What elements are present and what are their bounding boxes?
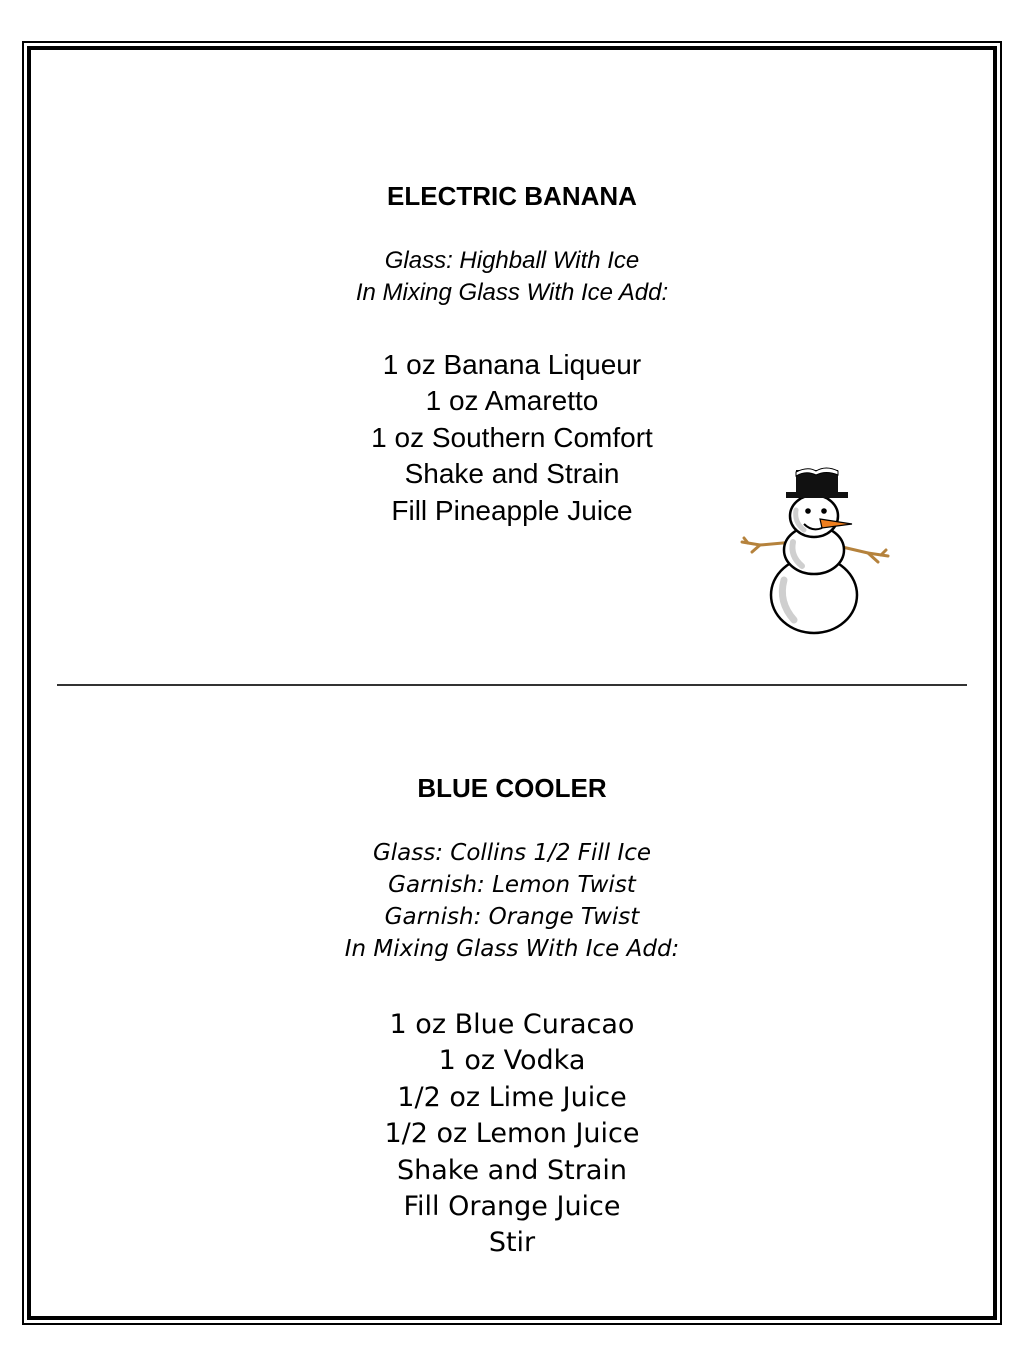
ingredient-line: 1/2 oz Lime Juice xyxy=(397,1081,627,1113)
snowman-icon xyxy=(738,462,894,640)
recipe-title: ELECTRIC BANANA xyxy=(387,181,637,211)
instruction-line: Stir xyxy=(488,1227,536,1259)
mixing-instruction: In Mixing Glass With Ice Add: xyxy=(344,936,680,962)
recipe-title: BLUE COOLER xyxy=(417,773,607,803)
recipe-info xyxy=(0,837,1024,965)
ingredient-line: 1/2 oz Lemon Juice xyxy=(384,1118,640,1150)
instruction-line: Fill Orange Juice xyxy=(403,1191,621,1223)
instruction-line: Fill Pineapple Juice xyxy=(391,494,633,526)
snowman-hat xyxy=(786,468,848,498)
ingredient-line: 1 oz Blue Curacao xyxy=(389,1009,635,1040)
section-divider xyxy=(57,684,967,686)
ingredient-line: 1 oz Southern Comfort xyxy=(371,421,653,453)
recipe-blue-cooler xyxy=(0,768,1024,1262)
glass-info: Glass: Highball With Ice xyxy=(384,247,640,274)
instruction-line: Shake and Strain xyxy=(404,458,620,490)
recipe-info xyxy=(0,245,1024,309)
glass-info: Glass: Collins 1/2 Fill Ice xyxy=(372,840,652,866)
ingredient-line: 1 oz Vodka xyxy=(438,1045,586,1077)
garnish-info: Garnish: Orange Twist xyxy=(384,904,640,930)
instruction-line: Shake and Strain xyxy=(396,1154,628,1186)
ingredient-list xyxy=(0,1007,1024,1262)
ingredient-line: 1 oz Banana Liqueur xyxy=(382,349,642,380)
ingredient-line: 1 oz Amaretto xyxy=(425,385,599,417)
mixing-instruction: In Mixing Glass With Ice Add: xyxy=(355,279,669,306)
garnish-info: Garnish: Lemon Twist xyxy=(388,872,636,898)
